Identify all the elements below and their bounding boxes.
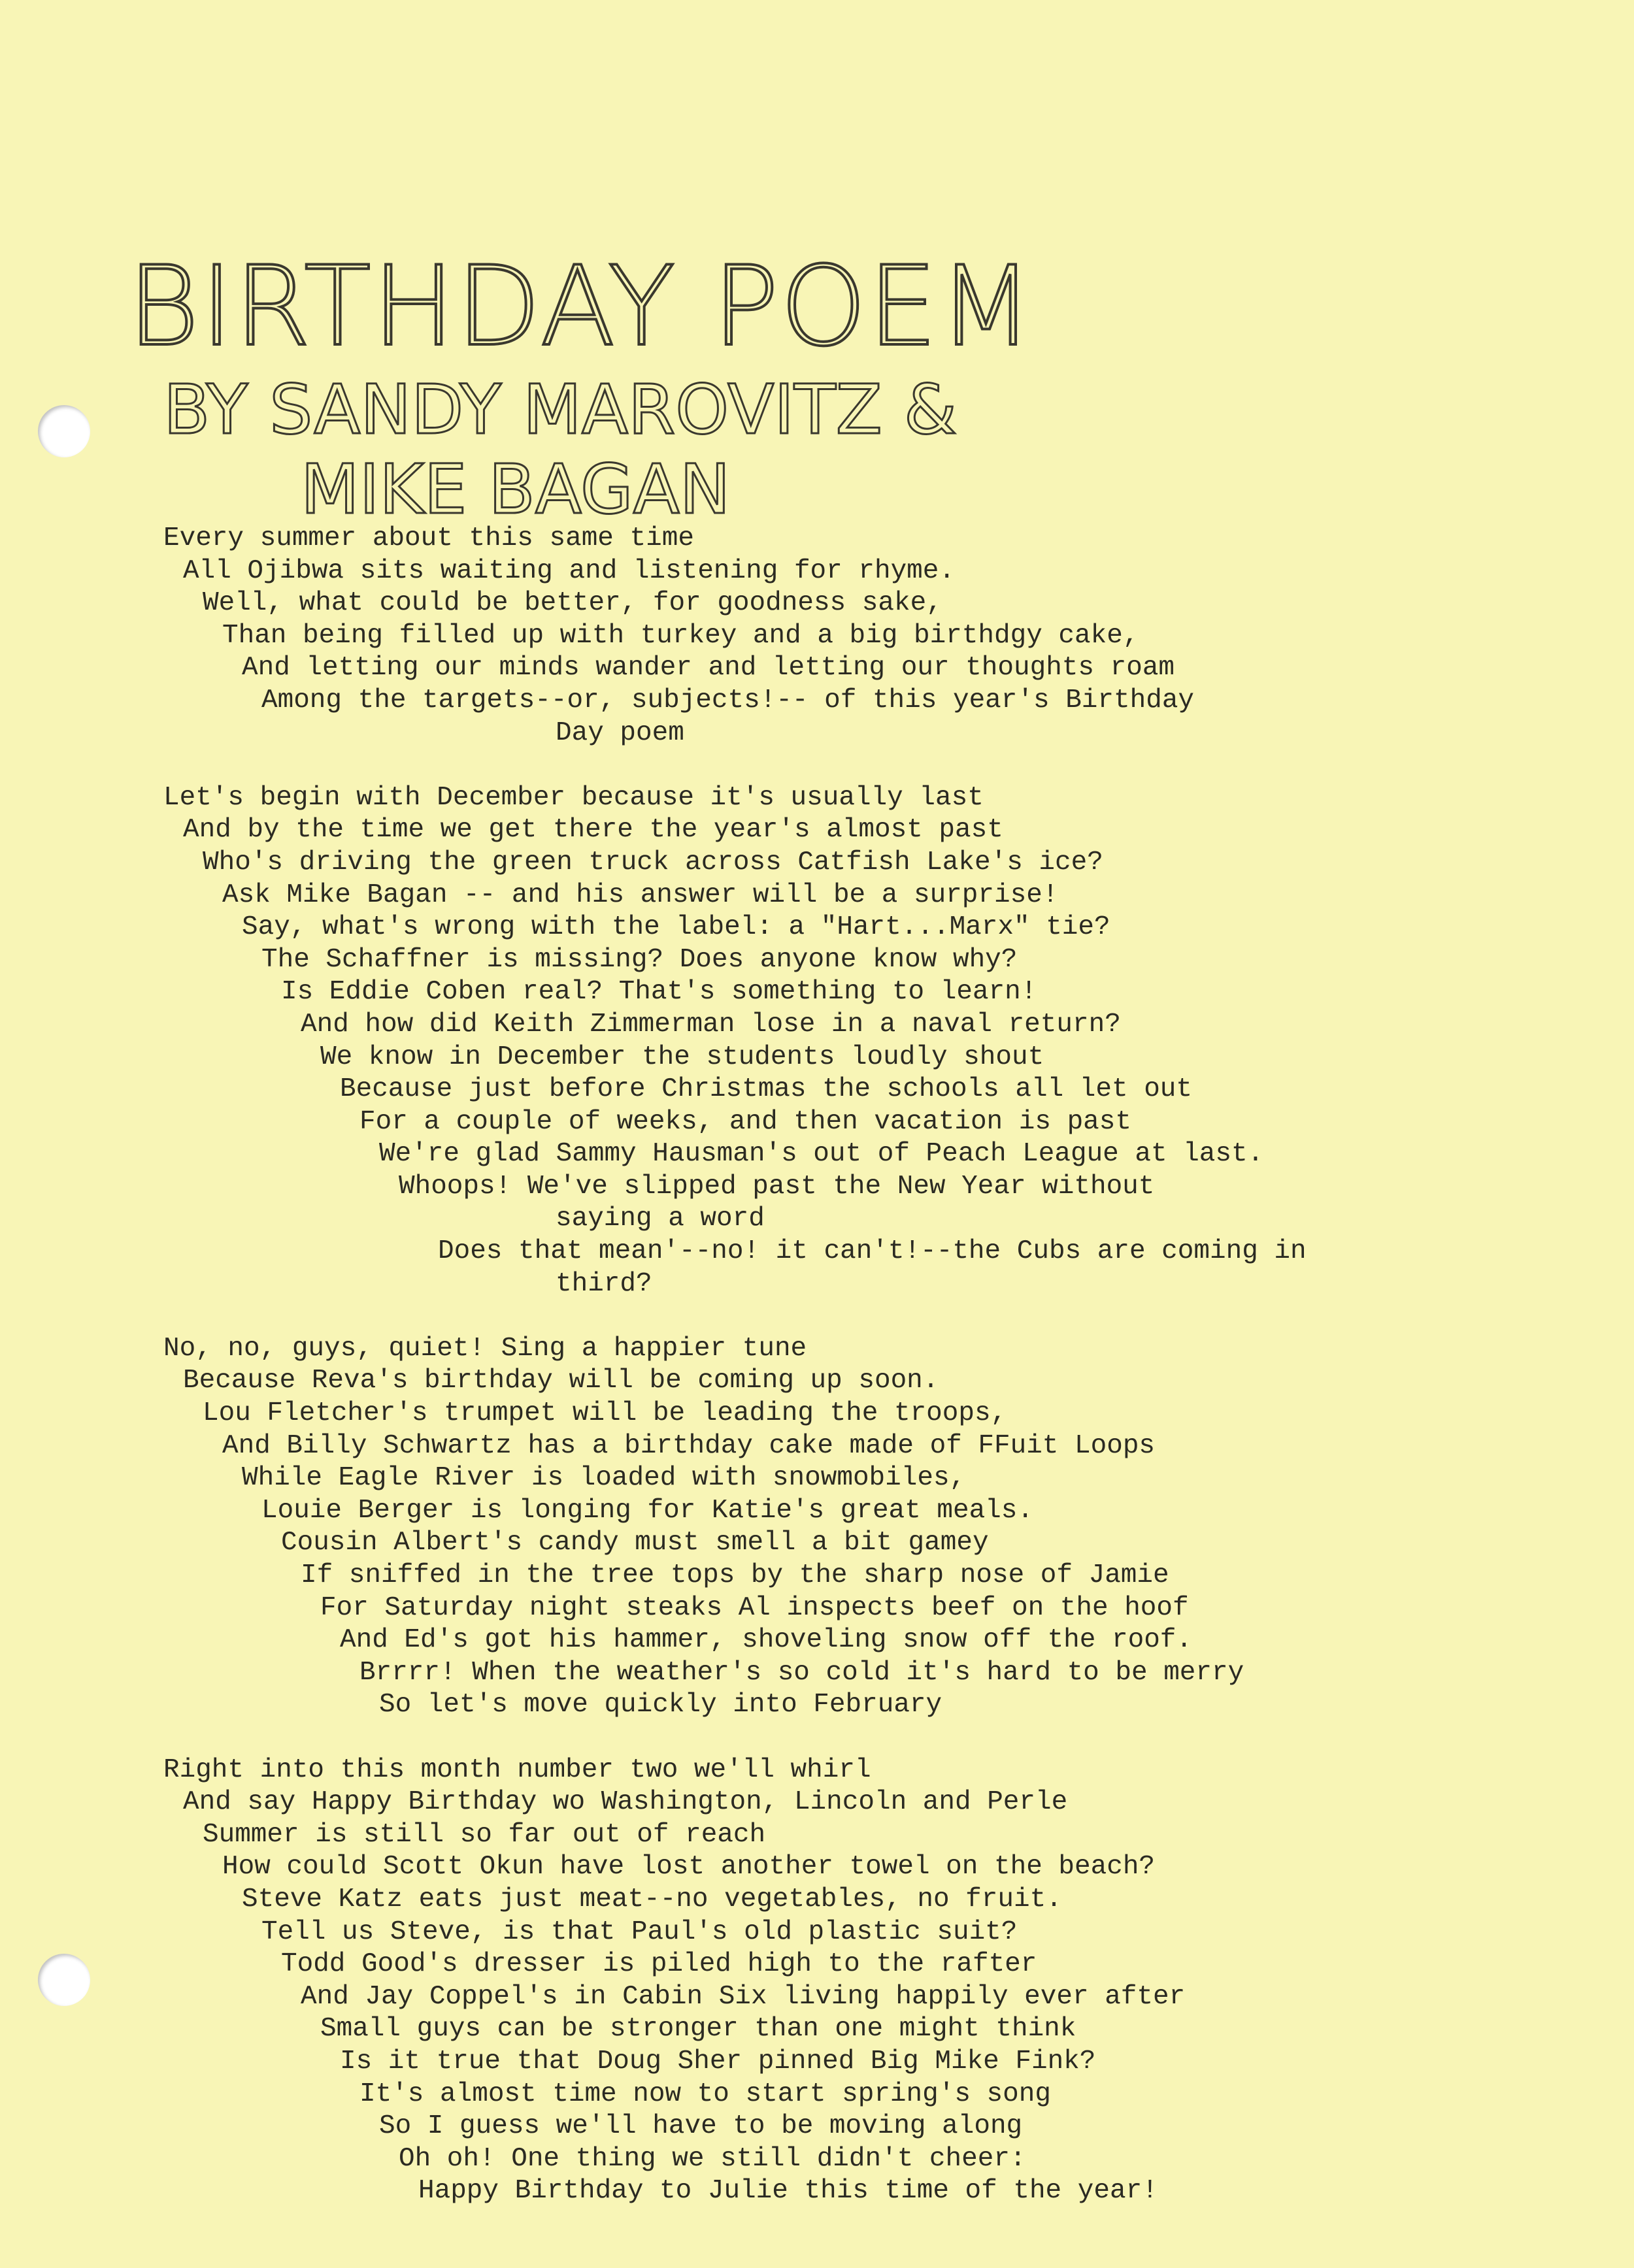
- stanza: [163, 782, 1569, 1301]
- poem-line: And say Happy Birthday wo Washington, Lincoln and Perle: [183, 1787, 1068, 1818]
- title-block: [127, 242, 1435, 529]
- poem-line: We're glad Sammy Hausman's out of Peach League at last.: [379, 1139, 1264, 1170]
- poem-line: And how did Keith Zimmerman lose in a naval return?: [301, 1009, 1121, 1040]
- poem-line: For a couple of weeks, and then vacation is past: [359, 1106, 1131, 1137]
- poem-line: For Saturday night steaks Al inspects beef on the hoof: [320, 1592, 1189, 1623]
- poem-line: No, no, guys, quiet! Sing a happier tune: [163, 1333, 807, 1364]
- poem-line: third?: [556, 1268, 652, 1299]
- poem-line: And letting our minds wander and letting our thoughts roam: [242, 653, 1175, 683]
- poem-line: Oh oh! One thing we still didn't cheer:: [399, 2143, 1026, 2174]
- poem-line: Because Reva's birthday will be coming up soon.: [183, 1366, 939, 1396]
- poem-line: And Billy Schwartz has a birthday cake made of FFuit Loops: [222, 1430, 1156, 1461]
- poem-line: It's almost time now to start spring's song: [359, 2079, 1051, 2109]
- poem-byline-continued: MIKE BAGAN: [301, 450, 731, 529]
- stanza: [163, 1333, 1569, 1722]
- poem-line: Is it true that Doug Sher pinned Big Mike Fink?: [340, 2046, 1096, 2077]
- poem-line: Well, what could be better, for goodness sake,: [203, 588, 942, 619]
- poem-line: We know in December the students loudly shout: [320, 1042, 1044, 1072]
- poem-line: Cousin Albert's candy must smell a bit gamey: [281, 1528, 989, 1558]
- poem-line: Brrrr! When the weather's so cold it's hard to be merry: [359, 1657, 1244, 1688]
- stanza: [163, 523, 1569, 749]
- poem-line: Lou Fletcher's trumpet will be leading the troops,: [203, 1398, 1007, 1429]
- poem-line: So I guess we'll have to be moving along: [379, 2111, 1023, 2142]
- poem-byline: BY SANDY MAROVITZ &: [163, 370, 958, 450]
- poem-line: While Eagle River is loaded with snowmobiles,: [242, 1463, 966, 1494]
- poem-line: Louie Berger is longing for Katie's great meals.: [261, 1495, 1033, 1526]
- poem-line: How could Scott Okun have lost another towel on the beach?: [222, 1852, 1156, 1882]
- poem-line: Day poem: [556, 717, 684, 748]
- poem-line: Does that mean'--no! it can't!--the Cubs are coming in: [438, 1236, 1307, 1267]
- poem-line: Steve Katz eats just meat--no vegetables, no fruit.: [242, 1884, 1062, 1915]
- poem-line: Among the targets--or, subjects!-- of this year's Birthday: [261, 685, 1195, 715]
- poem-line: And Ed's got his hammer, shoveling snow off the roof.: [340, 1625, 1193, 1656]
- poem-line: Small guys can be stronger than one might think: [320, 2014, 1076, 2045]
- poem-line: Than being filled up with turkey and a big birthdgy cake,: [222, 620, 1139, 651]
- poem-line: Ask Mike Bagan -- and his answer will be a surprise!: [222, 879, 1059, 910]
- poem-line: The Schaffner is missing? Does anyone know why?: [261, 944, 1018, 975]
- poem-line: Let's begin with December because it's usually last: [163, 782, 984, 813]
- poem-line: Because just before Christmas the schools all let out: [340, 1074, 1193, 1105]
- poem-line: If sniffed in the tree tops by the sharp nose of Jamie: [301, 1560, 1169, 1590]
- punch-hole: [38, 1954, 90, 2006]
- poem-line: saying a word: [556, 1204, 765, 1234]
- poem-line: And Jay Coppel's in Cabin Six living happily ever after: [301, 1981, 1186, 2012]
- poem-line: Every summer about this same time: [163, 523, 694, 553]
- poem-line: Who's driving the green truck across Catfish Lake's ice?: [203, 847, 1103, 878]
- poem-line: Summer is still so far out of reach: [203, 1819, 766, 1850]
- poem-line: Tell us Steve, is that Paul's old plastic suit?: [261, 1916, 1018, 1947]
- poem-line: Right into this month number two we'll whirl: [163, 1754, 871, 1785]
- stanza: [163, 1754, 1569, 2208]
- punch-hole: [38, 405, 90, 457]
- poem-line: Todd Good's dresser is piled high to the rafter: [281, 1949, 1037, 1980]
- poem-title: BIRTHDAY POEM: [127, 242, 1035, 370]
- poem-line: Happy Birthday to Julie this time of the year!: [418, 2176, 1158, 2207]
- poem-line: And by the time we get there the year's almost past: [183, 815, 1003, 846]
- poem-body: [163, 523, 1569, 2240]
- poem-line: Say, what's wrong with the label: a "Hart...Marx" tie?: [242, 912, 1110, 943]
- poem-line: All Ojibwa sits waiting and listening for rhyme.: [183, 555, 955, 586]
- poem-line: So let's move quickly into February: [379, 1690, 942, 1720]
- poem-line: Is Eddie Coben real? That's something to learn!: [281, 977, 1037, 1008]
- poem-line: Whoops! We've slipped past the New Year without: [399, 1171, 1155, 1202]
